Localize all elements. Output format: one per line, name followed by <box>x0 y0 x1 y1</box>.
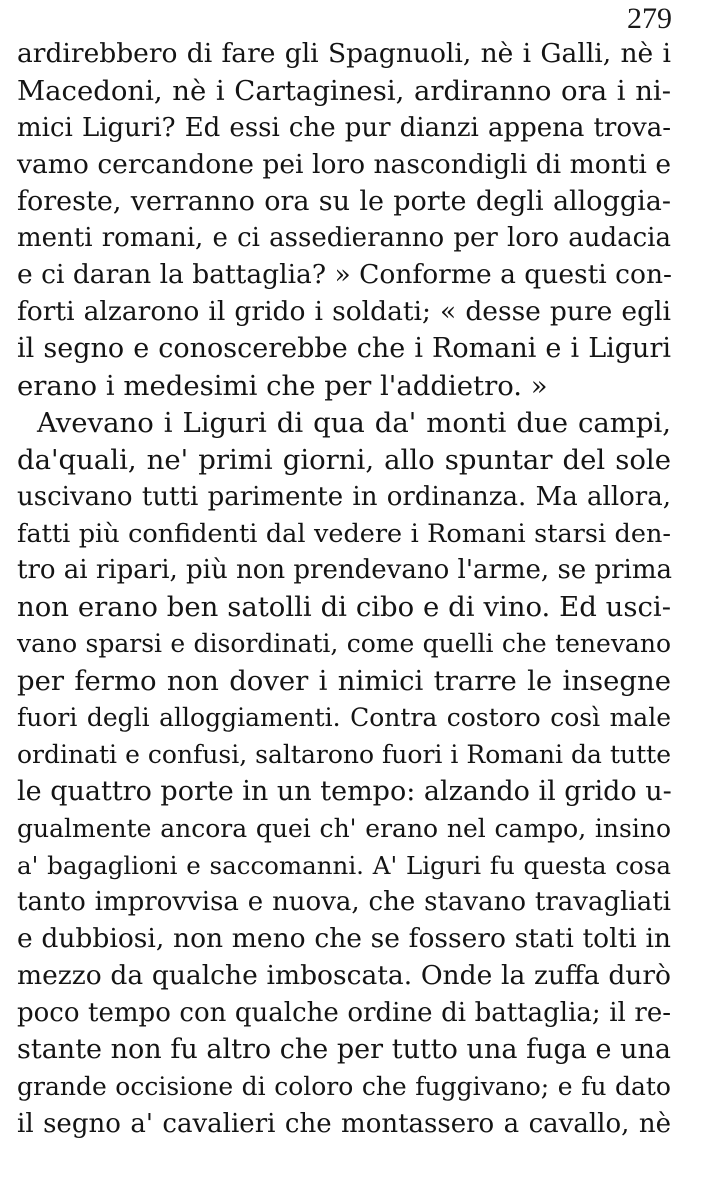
text-line: e ci daran la battaglia? » Conforme a questi con- <box>17 259 672 291</box>
body-text <box>17 36 671 1143</box>
text-line: tanto improvvisa e nuova, che stavano travagliati <box>17 887 671 918</box>
text-line: e dubbiosi, non meno che se fossero stati tolti in <box>17 923 671 955</box>
text-line: le quattro porte in un tempo: alzando il grido u- <box>17 775 672 807</box>
text-line: Avevano i Liguri di qua da' monti due campi, <box>37 406 671 439</box>
text-line: a' bagaglioni e saccomanni. A' Liguri fu questa cosa <box>17 850 671 880</box>
text-line: forti alzarono il grido i soldati; « desse pure egli <box>17 296 671 328</box>
text-line: fuori degli alloggiamenti. Contra costoro così male <box>17 703 671 733</box>
page-number: 279 <box>627 2 672 35</box>
text-line: fatti più confidenti dal vedere i Romani starsi den- <box>17 518 671 549</box>
text-line: stante non fu altro che per tutto una fuga e una <box>17 1034 671 1066</box>
text-line: ardirebbero di fare gli Spagnuoli, nè i Galli, nè i <box>17 38 671 69</box>
text-line: vamo cercandone pei loro nascondigli di monti e <box>17 148 671 180</box>
text-line: gualmente ancora quei ch' erano nel campo, insino <box>17 813 671 843</box>
text-line: il segno a' cavalieri che montassero a cavallo, nè <box>17 1108 671 1139</box>
text-line: non erano ben satolli di cibo e di vino. Ed usci- <box>17 591 671 624</box>
text-line: foreste, verranno ora su le porte degli alloggia- <box>17 185 671 217</box>
text-line: il segno e conoscerebbe che i Romani e i Liguri <box>17 333 671 365</box>
text-line: erano i medesimi che per l'addietro. » <box>17 370 548 403</box>
paragraph-1 <box>17 36 671 405</box>
text-line: per fermo non dover i nimici trarre le insegne <box>17 665 671 698</box>
text-line: da'quali, ne' primi giorni, allo spuntar del sole <box>17 443 671 476</box>
text-line: tro ai ripari, più non prendevano l'arme, se prima <box>17 555 673 586</box>
text-line: mezzo da qualche imboscata. Onde la zuffa durò <box>17 960 671 992</box>
text-line: mici Liguri? Ed essi che pur dianzi appena trova- <box>17 112 671 143</box>
text-line: uscivano tutti parimente in ordinanza. Ma allora, <box>17 481 671 512</box>
text-line: ordinati e confusi, saltarono fuori i Romani da tutte <box>17 739 671 769</box>
text-line: Macedoni, nè i Cartaginesi, ardiranno ora i ni- <box>17 74 671 107</box>
text-line: grande occisione di coloro che fuggivano; e fu dato <box>17 1071 671 1101</box>
text-line: poco tempo con qualche ordine di battaglia; il re- <box>17 998 671 1029</box>
paragraph-2 <box>17 405 671 1143</box>
text-line: menti romani, e ci assedieranno per loro audacia <box>17 223 671 254</box>
text-line: vano sparsi e disordinati, come quelli che tenevano <box>17 629 671 659</box>
